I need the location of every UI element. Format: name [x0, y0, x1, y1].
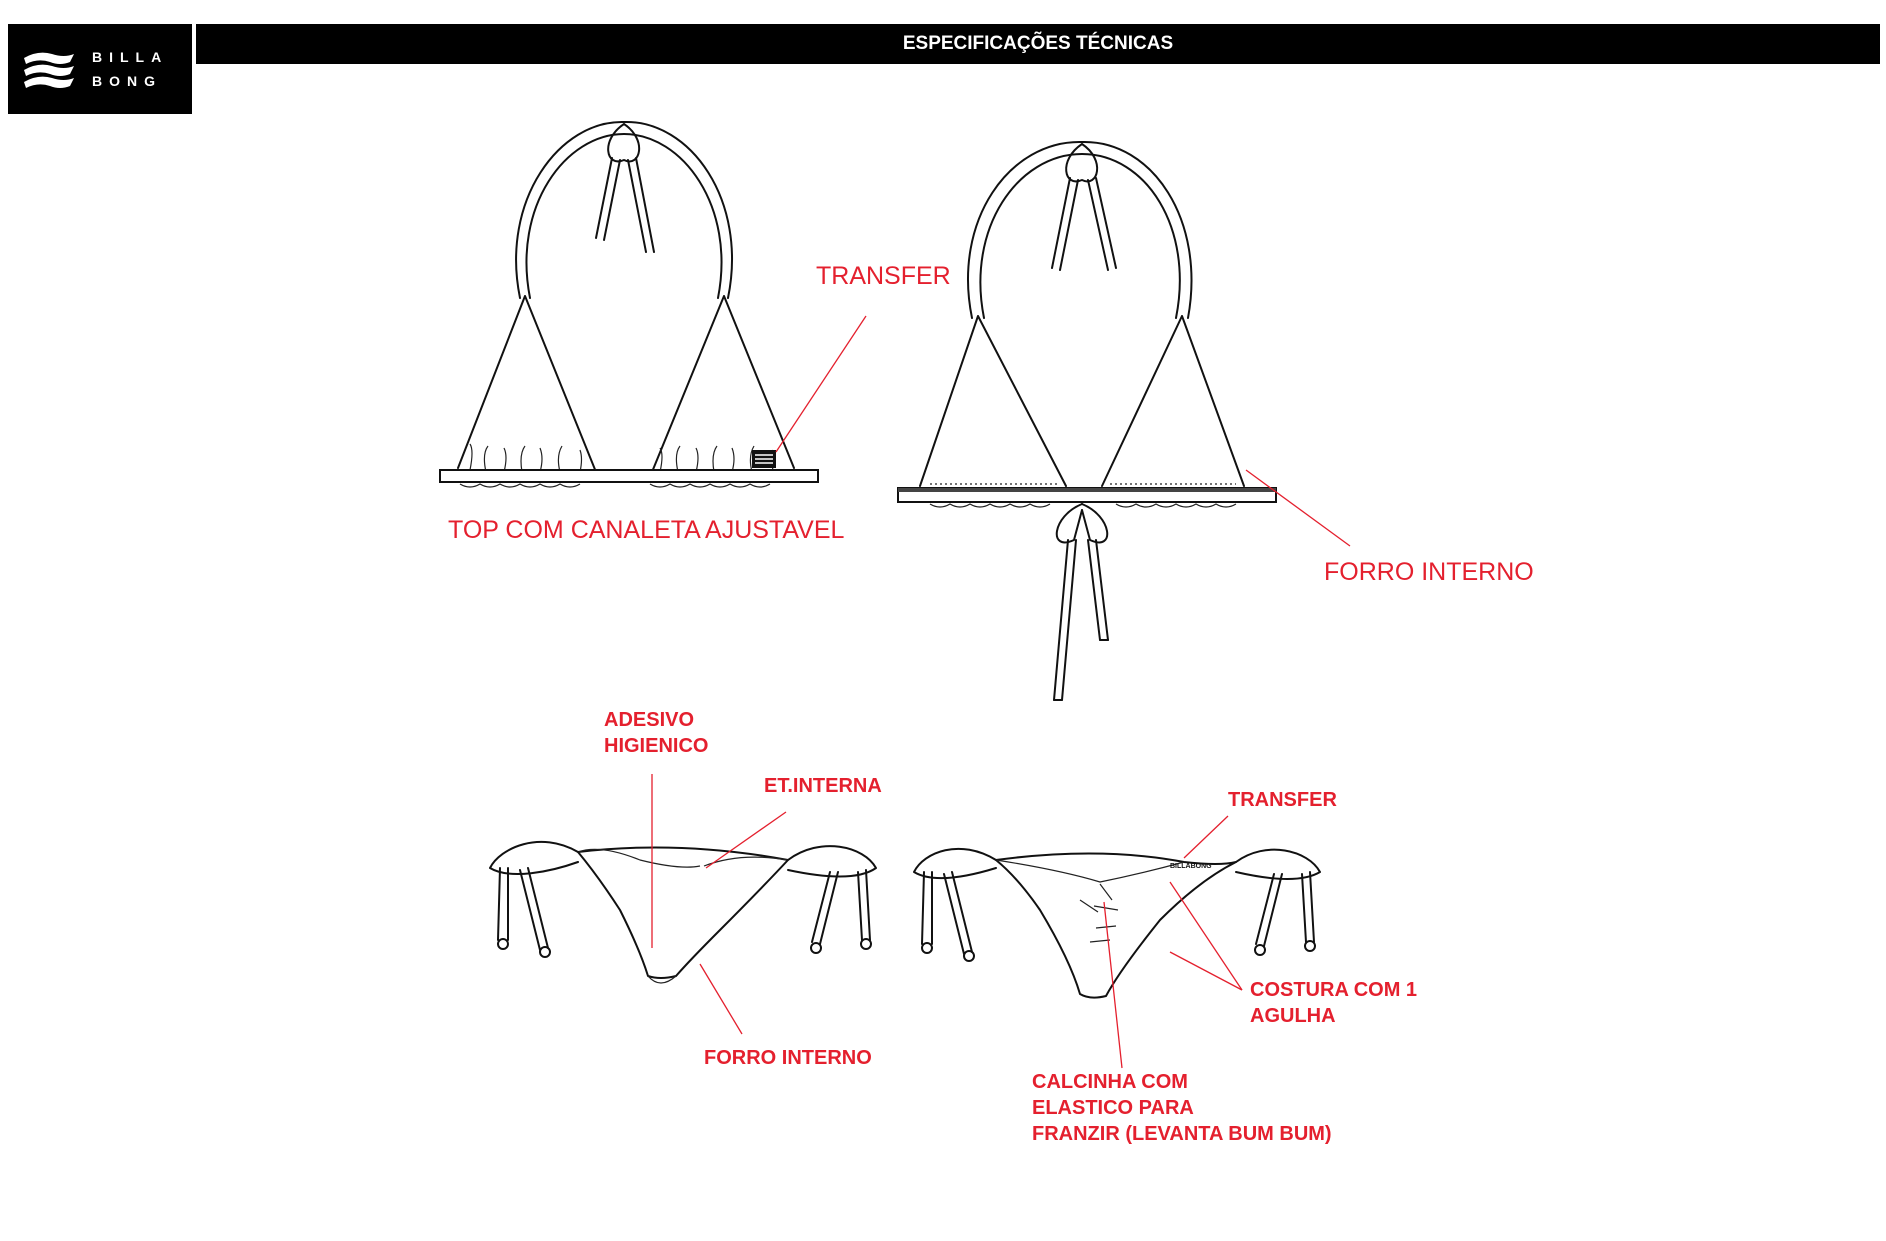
- bottom-transfer-label: TRANSFER: [1228, 789, 1337, 811]
- annotation-leader-lines: [652, 316, 1350, 1068]
- top-transfer-label: TRANSFER: [816, 262, 951, 290]
- bikini-top-front-sketch: [440, 122, 818, 487]
- elastic-label-line-1: CALCINHA COM: [1032, 1071, 1188, 1093]
- adhesive-label-line-1: ADESIVO: [604, 709, 695, 731]
- top-lining-label: FORRO INTERNO: [1324, 558, 1534, 586]
- bottom-lining-label: FORRO INTERNO: [704, 1047, 872, 1069]
- bikini-top-back-sketch: [898, 142, 1276, 700]
- seam-label-line-2: AGULHA: [1250, 1005, 1336, 1027]
- adhesive-label-line-2: HIGIENICO: [604, 735, 709, 757]
- brand-line-1: BILLA: [92, 49, 169, 65]
- top-caption-label: TOP COM CANALETA AJUSTAVEL: [448, 516, 845, 544]
- bikini-bottom-front-sketch: [490, 842, 876, 983]
- elastic-label-line-2: ELASTICO PARA: [1032, 1097, 1194, 1119]
- inner-tag-label: ET.INTERNA: [764, 775, 882, 797]
- brand-print-text: BILLABONG: [1170, 863, 1212, 870]
- transfer-logo-icon: [752, 450, 776, 468]
- bikini-bottom-back-sketch: [914, 849, 1320, 998]
- brand-line-2: BONG: [92, 73, 162, 89]
- page-title: ESPECIFICAÇÕES TÉCNICAS: [196, 24, 1880, 64]
- elastic-label-line-3: FRANZIR (LEVANTA BUM BUM): [1032, 1123, 1332, 1145]
- seam-label-line-1: COSTURA COM 1: [1250, 979, 1418, 1001]
